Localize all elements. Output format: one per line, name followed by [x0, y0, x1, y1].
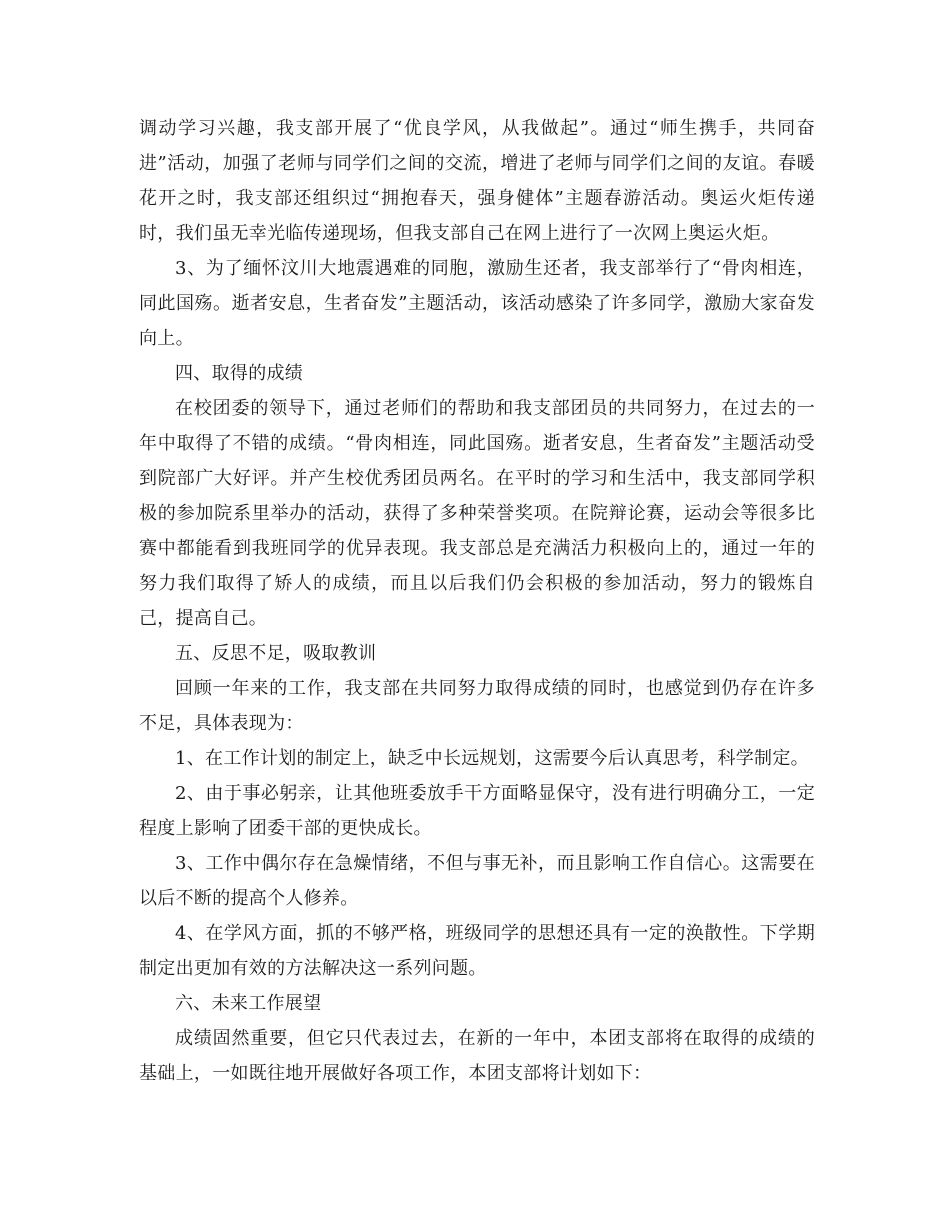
- section-heading-reflection: 五、反思不足，吸取教训: [175, 643, 377, 664]
- section-heading-achievements: 四、取得的成绩: [175, 363, 304, 384]
- paragraph-activities-continued: 调动学习兴趣，我支部开展了“优良学风，从我做起”。通过“师生携手，共同奋进”活动，加强了老师与同学们之间的交流，增进了老师与同学们之间的友谊。春暖花开之时，我支部还组织过“拥抱春天，强身健体”主题春游活动。奥运火炬传递时，我们虽无幸光临传递现场，但我支部自己在网上进行了一次网上奥运火炬。: [139, 118, 815, 244]
- paragraph-outlook: 成绩固然重要，但它只代表过去，在新的一年中，本团支部将在取得的成绩的基础上，一如既往地开展做好各项工作，本团支部将计划如下：: [139, 1028, 815, 1084]
- document-body: [139, 111, 815, 1091]
- paragraph-reflection-intro: 回顾一年来的工作，我支部在共同努力取得成绩的同时，也感觉到仍存在许多不足，具体表现为：: [139, 678, 815, 734]
- paragraph-shortcoming-2: 2、由于事必躬亲，让其他班委放手干方面略显保守，没有进行明确分工，一定程度上影响了团委干部的更快成长。: [139, 783, 815, 839]
- paragraph-item-3-memorial: 3、为了缅怀汶川大地震遇难的同胞，激励生还者，我支部举行了“骨肉相连，同此国殇。逝者安息，生者奋发”主题活动，该活动感染了许多同学，激励大家奋发向上。: [139, 258, 815, 349]
- section-heading-outlook: 六、未来工作展望: [175, 993, 322, 1014]
- paragraph-shortcoming-4: 4、在学风方面，抓的不够严格，班级同学的思想还具有一定的涣散性。下学期制定出更加有效的方法解决这一系列问题。: [139, 923, 815, 979]
- paragraph-shortcoming-3: 3、工作中偶尔存在急燥情绪，不但与事无补，而且影响工作自信心。这需要在以后不断的提高个人修养。: [139, 853, 815, 909]
- paragraph-shortcoming-1: 1、在工作计划的制定上，缺乏中长远规划，这需要今后认真思考，科学制定。: [175, 748, 809, 769]
- paragraph-achievements: 在校团委的领导下，通过老师们的帮助和我支部团员的共同努力，在过去的一年中取得了不错的成绩。“骨肉相连，同此国殇。逝者安息，生者奋发”主题活动受到院部广大好评。并产生校优秀团员两名。在平时的学习和生活中，我支部同学积极的参加院系里举办的活动，获得了多种荣誉奖项。在院辩论赛，运动会等很多比赛中都能看到我班同学的优异表现。我支部总是充满活力积极向上的，通过一年的努力我们取得了矫人的成绩，而且以后我们仍会积极的参加活动，努力的锻炼自己，提高自己。: [139, 398, 815, 629]
